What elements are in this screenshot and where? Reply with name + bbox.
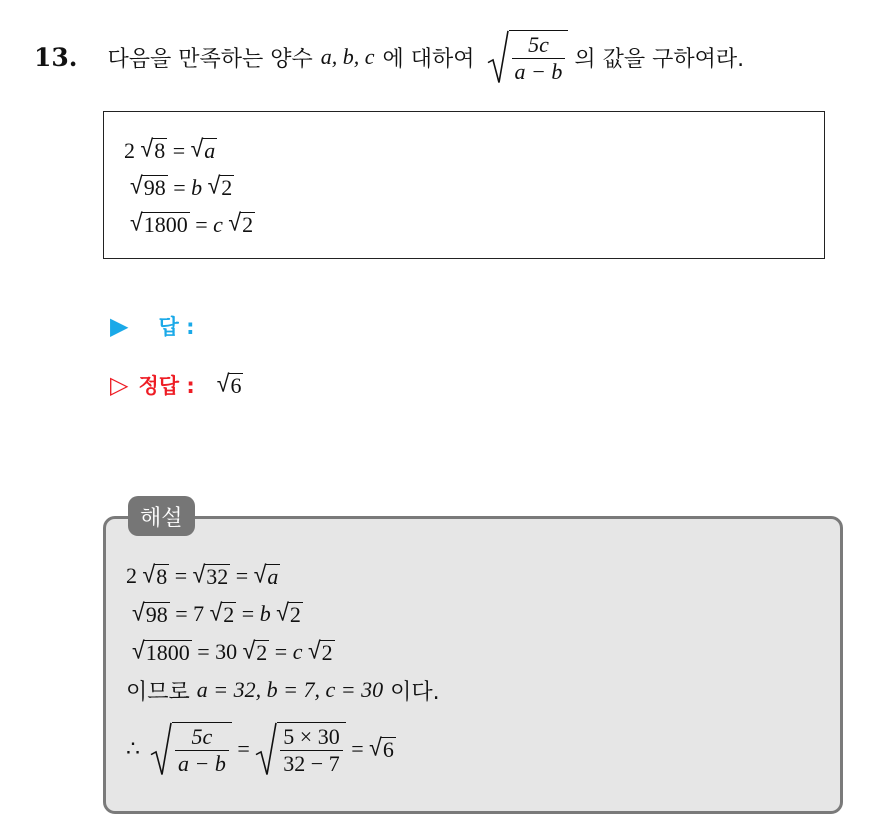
question-sqrt-expression: [487, 30, 569, 84]
question-text-before: 다음을 만족하는 양수: [107, 46, 313, 72]
answer-row: [110, 306, 194, 346]
solution-sqrt-2: $\frac{5 \times 30}{32 - 7}$: [255, 722, 345, 776]
answer-label: 답 :: [158, 315, 195, 339]
play-triangle-icon: ▶: [110, 312, 129, 340]
correct-answer-label: 정답 :: [138, 374, 195, 398]
radical-sign: [487, 30, 509, 84]
given-line-3: √ 1800 = c √ 2: [130, 209, 254, 238]
question-text-mid: 에 대하여: [382, 46, 475, 72]
question-header: [34, 24, 744, 90]
given-conditions-box: [103, 111, 825, 259]
correct-answer-row: [110, 365, 243, 405]
solution-line-1: 2 √ 8 = √ 32 = √ a: [126, 561, 279, 589]
solution-line-2: √ 98 = 7 √ 2 = b √ 2: [132, 599, 301, 627]
correct-answer-value: √ 6: [216, 370, 242, 398]
question-text-after: 의 값을 구하여라.: [574, 46, 745, 72]
solution-line-3: √ 1800 = 30 √ 2 = c √ 2: [132, 637, 333, 665]
solution-final-line: ∴ $\frac{5c}{a - b}$ = $\frac{5 \times 30}{32 - 7}$ = √ 6: [126, 723, 394, 776]
given-line-1: 2 √ 8 = √ a: [124, 135, 216, 164]
given-line-2: √ 98 = b √ 2: [130, 172, 233, 201]
solution-line-4: 이므로 a = 32, b = 7, c = 30 이다.: [126, 677, 440, 705]
solution-sqrt-1: $\frac{5c}{a - b}$: [150, 722, 232, 776]
solution-tag: 해설: [128, 496, 195, 536]
outline-triangle-icon: ▷: [110, 371, 129, 399]
therefore-symbol: ∴: [126, 736, 140, 761]
question-frac-num: 5c: [528, 31, 549, 57]
question-variables: a, b, c: [320, 44, 375, 69]
question-frac-den: a − b: [514, 59, 563, 84]
solution-box: [103, 516, 843, 814]
question-number: 13.: [34, 42, 78, 72]
